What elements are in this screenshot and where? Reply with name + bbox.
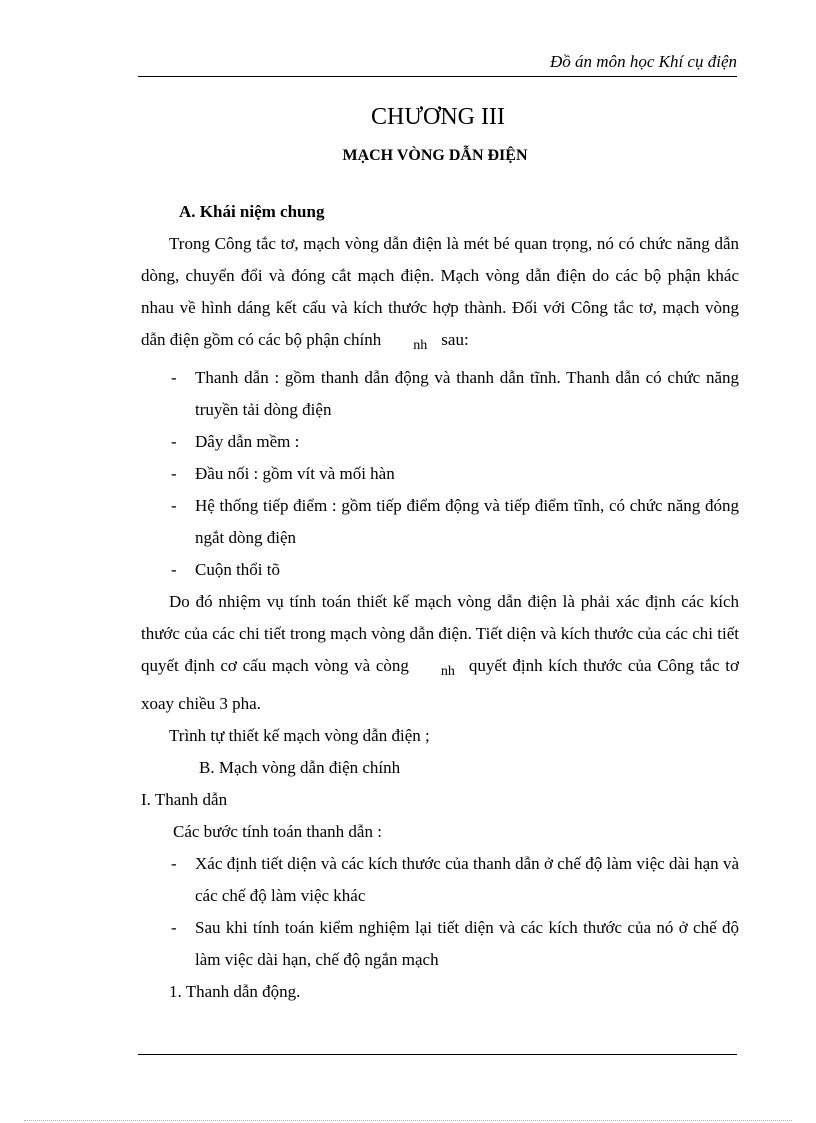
- list-item-text: Xác định tiết diện và các kích thước của thanh dẫn ở chế độ làm việc dài hạn và các chế độ làm việc khác: [195, 854, 739, 905]
- list-item: [141, 362, 739, 426]
- task-paragraph: [141, 586, 739, 720]
- header-title: Đồ án môn học Khí cụ điện: [550, 52, 737, 71]
- list-item: [141, 554, 739, 586]
- task-text: Do đó nhiệm vụ tính toán thiết kế mạch vòng dẫn điện là phải xác định các kích thước của các chi tiết trong mạch vòng dẫn điện. Tiết diện và kích thước của các chi tiết quyết định cơ cấu mạch vòng và còng: [141, 592, 739, 675]
- intro-nh-fragment: nh: [413, 338, 428, 353]
- intro-paragraph: [141, 228, 739, 362]
- list-item: [141, 458, 739, 490]
- section-b-heading: B. Mạch vòng dẫn điện chính: [199, 758, 401, 777]
- bullet-dash: -: [171, 560, 177, 579]
- page-header: [138, 50, 737, 77]
- list-item-text: Dây dẫn mềm :: [195, 432, 300, 451]
- document-body: [141, 196, 739, 1008]
- steps-intro: Các bước tính toán thanh dẫn :: [173, 822, 382, 841]
- bullet-dash: -: [171, 496, 177, 515]
- section-a-heading: A. Khái niệm chung: [179, 202, 325, 221]
- chapter-title: CHƯƠNG III: [371, 104, 505, 130]
- steps-list: [141, 848, 739, 976]
- bullet-dash: -: [171, 432, 177, 451]
- bullet-dash: -: [171, 918, 177, 937]
- list-item-text: Đầu nối : gồm vít và mối hàn: [195, 464, 395, 483]
- subsection-heading: I. Thanh dẫn: [141, 790, 228, 809]
- list-item-text: Hệ thống tiếp điểm : gồm tiếp điểm động và tiếp điểm tĩnh, có chức năng đóng ngắt dòng điện: [195, 496, 739, 547]
- chapter-subtitle: MẠCH VÒNG DẪN ĐIỆN: [342, 147, 528, 164]
- intro-text-end: sau:: [441, 330, 469, 349]
- footer-divider: [138, 1054, 737, 1055]
- list-item: [141, 426, 739, 458]
- sequence-paragraph: Trình tự thiết kế mạch vòng dẫn điện ;: [169, 726, 430, 745]
- intro-text: Trong Công tắc tơ, mạch vòng dẫn điện là mét bé quan trọng, nó có chức năng dẫn dòng, chuyển đổi và đóng cắt mạch điện. Mạch vòng dẫn điện do các bộ phận khác nhau về hình dáng kết cấu và kích thước hợp thành. Đối với Công tắc tơ, mạch vòng dẫn điện gồm có các bộ phận chính: [141, 234, 739, 349]
- task-text-end: quyết định kích thước của Công tắc tơ xoay chiều 3 pha.: [141, 656, 739, 713]
- item-heading: 1. Thanh dẫn động.: [169, 982, 301, 1001]
- page-edge: [24, 1120, 792, 1121]
- list-item-text: Sau khi tính toán kiểm nghiệm lại tiết diện và các kích thước của nó ở chế độ làm việc dài hạn, chế độ ngắn mạch: [195, 918, 739, 969]
- components-list: [141, 362, 739, 586]
- list-item-text: Thanh dẫn : gồm thanh dẫn động và thanh dẫn tĩnh. Thanh dẫn có chức năng truyền tải dòng điện: [195, 368, 739, 419]
- bullet-dash: -: [171, 368, 177, 387]
- task-nh-fragment: nh: [440, 664, 455, 679]
- bullet-dash: -: [171, 464, 177, 483]
- bullet-dash: -: [171, 854, 177, 873]
- list-item-text: Cuộn thổi tõ: [195, 560, 281, 579]
- list-item: [141, 490, 739, 554]
- list-item: [141, 912, 739, 976]
- list-item: [141, 848, 739, 912]
